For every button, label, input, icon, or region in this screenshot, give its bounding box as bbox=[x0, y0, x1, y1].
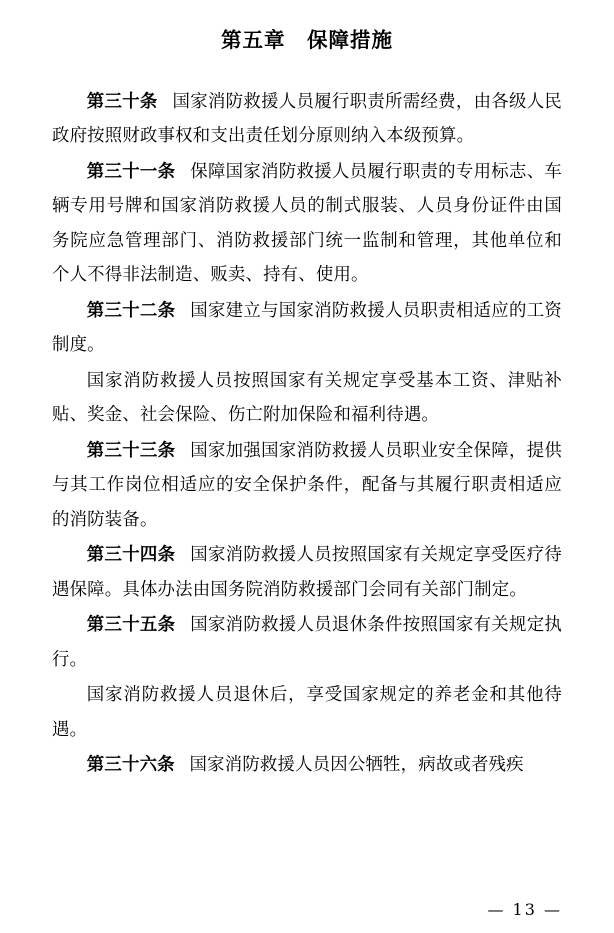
document-page bbox=[0, 26, 614, 933]
article-number: 第三十条 bbox=[86, 91, 158, 112]
paragraph-text: 国家消防救援人员因公牺牲，病故或者残疾 bbox=[189, 755, 524, 776]
paragraph bbox=[52, 678, 562, 747]
paragraph-text: 国家消防救援人员按照国家有关规定享受基本工资、津贴补贴、奖金、社会保险、伤亡附加保险和福利待遇。 bbox=[52, 370, 562, 426]
paragraph bbox=[52, 294, 562, 363]
article-number: 第三十一条 bbox=[86, 161, 176, 182]
article-number: 第三十三条 bbox=[86, 440, 176, 461]
paragraph bbox=[52, 85, 562, 154]
paragraph-text: 国家建立与国家消防救援人员职责相适应的工资制度。 bbox=[52, 300, 562, 356]
paragraph bbox=[52, 434, 562, 538]
paragraph-text: 国家消防救援人员退休条件按照国家有关规定执行。 bbox=[52, 615, 562, 670]
paragraph bbox=[52, 748, 562, 783]
article-number: 第三十五条 bbox=[86, 615, 176, 636]
paragraph-text: 国家消防救援人员履行职责所需经费，由各级人民政府按照财政事权和支出责任划分原则纳入本级预算。 bbox=[52, 91, 562, 147]
paragraph bbox=[52, 155, 562, 293]
paragraph-text: 国家消防救援人员退休后，享受国家规定的养老金和其他待遇。 bbox=[52, 685, 562, 740]
paragraph bbox=[52, 364, 562, 433]
article-number: 第三十四条 bbox=[86, 545, 176, 566]
paragraph-text: 国家加强国家消防救援人员职业安全保障，提供与其工作岗位相适应的安全保护条件，配备与其履行职责相适应的消防装备。 bbox=[52, 440, 562, 530]
paragraph-text: 国家消防救援人员按照国家有关规定享受医疗待遇保障。具体办法由国务院消防救援部门会同有关部门制定。 bbox=[52, 545, 562, 600]
paragraph bbox=[52, 608, 562, 677]
paragraph-text: 保障国家消防救援人员履行职责的专用标志、车辆专用号牌和国家消防救援人员的制式服装、人员身份证件由国务院应急管理部门、消防救援部门统一监制和管理，其他单位和个人不得非法制造、贩卖、持有、使用。 bbox=[52, 161, 562, 286]
page-number: — 13 — bbox=[487, 900, 562, 919]
article-number: 第三十二条 bbox=[86, 300, 176, 321]
paragraph bbox=[52, 538, 562, 607]
article-number: 第三十六条 bbox=[86, 755, 175, 776]
chapter-title: 第五章 保障措施 bbox=[221, 28, 393, 52]
